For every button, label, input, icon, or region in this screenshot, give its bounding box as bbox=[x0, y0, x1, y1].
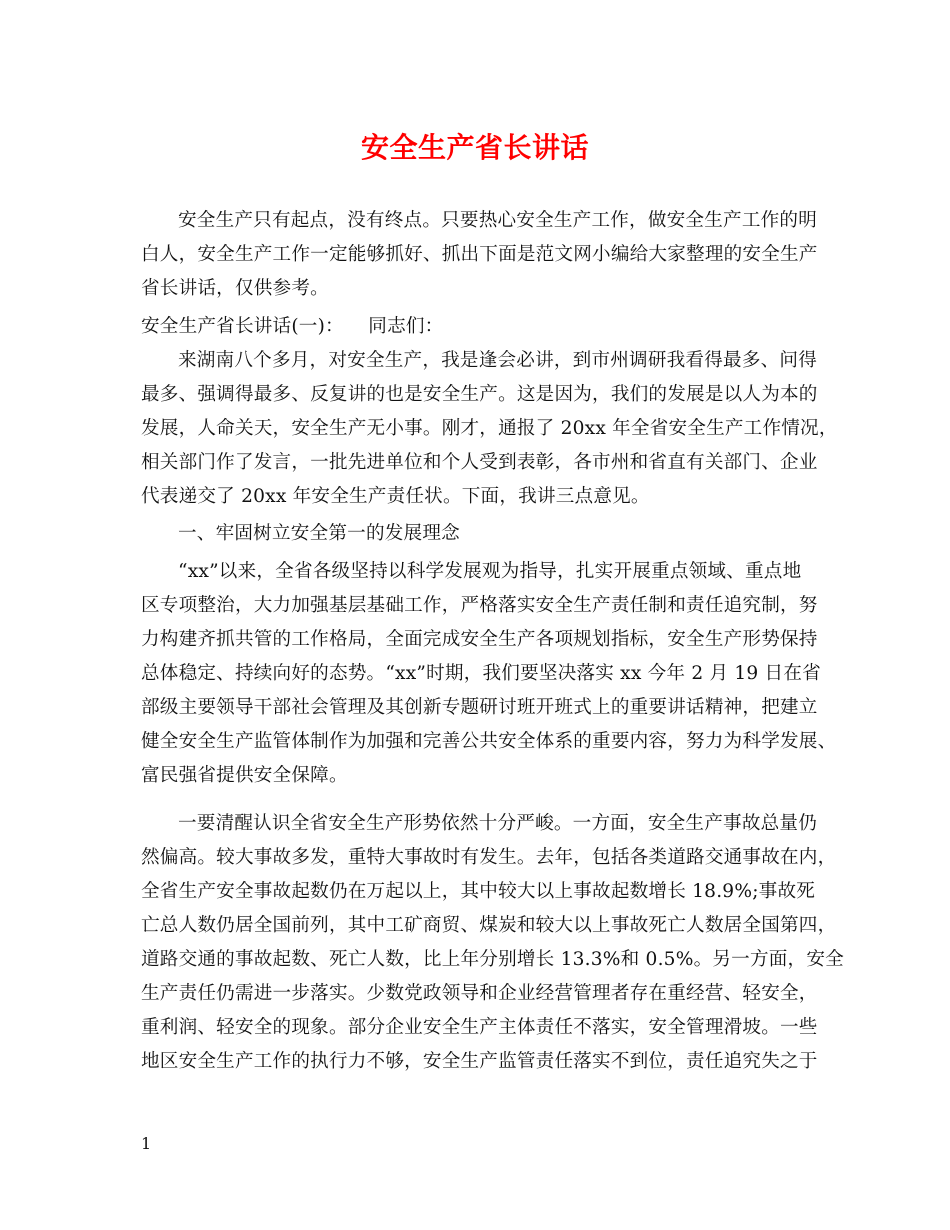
paragraph-line: 地区安全生产工作的执行力不够，安全生产监管责任落实不到位，责任追究失之于 bbox=[141, 1051, 818, 1072]
paragraph-line: 省长讲话，仅供参考。 bbox=[141, 278, 329, 299]
paragraph-line: 部级主要领导干部社会管理及其创新专题研讨班开班式上的重要讲话精神，把建立 bbox=[141, 697, 818, 718]
paragraph-line: 然偏高。较大事故多发，重特大事故时有发生。去年，包括各类道路交通事故在内， bbox=[141, 847, 837, 868]
paragraph-line: 一要清醒认识全省安全生产形势依然十分严峻。一方面，安全生产事故总量仍 bbox=[178, 813, 817, 834]
paragraph-line: 富民强省提供安全保障。 bbox=[141, 765, 348, 786]
paragraph-line: 总体稳定、持续向好的态势。“xx”时期，我们要坚决落实 xx 今年 2 月 19 日在省 bbox=[141, 663, 821, 684]
paragraph-line: 最多、强调得最多、反复讲的也是安全生产。这是因为，我们的发展是以人为本的 bbox=[141, 384, 818, 405]
paragraph-line: 白人，安全生产工作一定能够抓好、抓出下面是范文网小编给大家整理的安全生产 bbox=[141, 244, 818, 265]
paragraph-line: 健全安全生产监管体制作为加强和完善公共安全体系的重要内容，努力为科学发展、 bbox=[141, 731, 837, 752]
paragraph-line: 发展，人命关天，安全生产无小事。刚才，通报了 20xx 年全省安全生产工作情况， bbox=[141, 418, 838, 439]
paragraph-line: 来湖南八个多月，对安全生产，我是逢会必讲，到市州调研我看得最多、问得 bbox=[178, 350, 817, 371]
section-heading-line: 安全生产省长讲话(一)： 同志们： bbox=[141, 316, 444, 337]
paragraph-line: 代表递交了 20xx 年安全生产责任状。下面，我讲三点意见。 bbox=[141, 486, 650, 507]
paragraph-line: 相关部门作了发言，一批先进单位和个人受到表彰，各市州和省直有关部门、企业 bbox=[141, 452, 818, 473]
paragraph-line: 生产责任仍需进一步落实。少数党政领导和企业经营管理者存在重经营、轻安全， bbox=[141, 983, 818, 1004]
paragraph-line: 亡总人数仍居全国前列，其中工矿商贸、煤炭和较大以上事故死亡人数居全国第四， bbox=[141, 915, 837, 936]
document-title: 安全生产省长讲话 bbox=[360, 131, 589, 164]
paragraph-line: 道路交通的事故起数、死亡人数，比上年分别增长 13.3%和 0.5%。另一方面，安全 bbox=[141, 949, 844, 970]
section-heading: 一、牢固树立安全第一的发展理念 bbox=[178, 523, 460, 544]
paragraph-line: 重利润、轻安全的现象。部分企业安全生产主体责任不落实，安全管理滑坡。一些 bbox=[141, 1017, 818, 1038]
paragraph-line: 区专项整治，大力加强基层基础工作，严格落实安全生产责任制和责任追究制，努 bbox=[141, 595, 818, 616]
paragraph-line: “xx”以来，全省各级坚持以科学发展观为指导，扎实开展重点领域、重点地 bbox=[178, 561, 802, 582]
paragraph-line: 安全生产只有起点，没有终点。只要热心安全生产工作，做安全生产工作的明 bbox=[178, 210, 817, 231]
paragraph-line: 力构建齐抓共管的工作格局，全面完成安全生产各项规划指标，安全生产形势保持 bbox=[141, 629, 818, 650]
page-number: 1 bbox=[141, 1134, 152, 1153]
paragraph-line: 全省生产安全事故起数仍在万起以上，其中较大以上事故起数增长 18.9%;事故死 bbox=[141, 881, 816, 902]
